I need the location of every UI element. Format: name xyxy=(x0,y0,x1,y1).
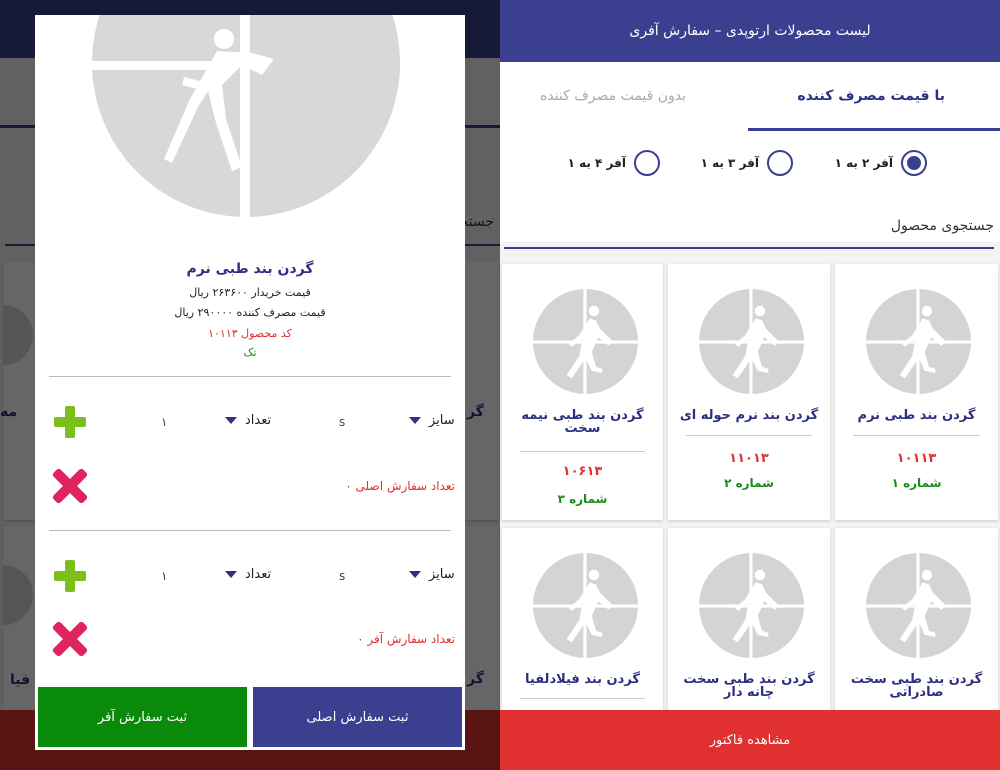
remove-main-order-close-icon[interactable] xyxy=(52,468,88,504)
runner-logo-icon xyxy=(699,553,804,658)
offer-radio-4-for-1[interactable] xyxy=(568,150,660,176)
filter-panel xyxy=(500,62,1000,242)
product-image xyxy=(92,15,400,217)
offer-qty-dropdown[interactable] xyxy=(225,567,271,582)
view-invoice-button[interactable]: مشاهده فاکتور xyxy=(500,710,1000,770)
search-underline xyxy=(504,247,994,249)
tab-without-consumer-price[interactable]: بدون قیمت مصرف کننده xyxy=(540,88,687,104)
product-code: کد محصول ۱۰۱۱۳ xyxy=(208,327,292,340)
add-main-order-plus-icon[interactable] xyxy=(54,406,86,438)
runner-logo-icon xyxy=(866,289,971,394)
radio-unselected-icon xyxy=(767,150,793,176)
product-list-screen xyxy=(500,0,1000,770)
runner-logo-icon xyxy=(533,289,638,394)
offer-size-dropdown[interactable] xyxy=(409,567,455,582)
main-size-dropdown[interactable] xyxy=(409,413,455,428)
offer-order-count-value: ۰ xyxy=(357,632,364,646)
product-name: گردن بند نرم حوله ای xyxy=(679,408,819,423)
main-size-value: s xyxy=(339,415,346,429)
offer-radio-label: آفر ۲ به ۱ xyxy=(834,156,893,170)
chevron-down-icon xyxy=(409,417,421,424)
product-search-field[interactable]: جستجوی محصول xyxy=(890,218,994,234)
product-name: گردن بند طبی نیمه سخت xyxy=(521,408,644,436)
offer-radio-2-for-1[interactable] xyxy=(835,150,927,176)
chevron-down-icon xyxy=(225,417,237,424)
offer-size-value: s xyxy=(339,569,346,583)
product-title: گردن بند طبی نرم xyxy=(186,261,314,277)
product-order-dialog xyxy=(35,15,465,750)
product-card[interactable] xyxy=(835,264,998,520)
radio-unselected-icon xyxy=(634,150,660,176)
runner-logo-icon xyxy=(92,15,400,217)
main-qty-label: تعداد xyxy=(245,413,272,428)
product-card[interactable] xyxy=(668,264,830,520)
product-code: ۱۰۱۱۳ xyxy=(896,451,937,466)
offer-size-label: سایز xyxy=(429,567,455,582)
main-size-label: سایز xyxy=(429,413,455,428)
divider xyxy=(49,376,451,377)
offer-radio-label: آفر ۳ به ۱ xyxy=(700,156,759,170)
chevron-down-icon xyxy=(409,571,421,578)
product-number: شماره ۱ xyxy=(891,476,942,490)
page-title: لیست محصولات ارتوپدی – سفارش آفری xyxy=(500,0,1000,62)
main-order-count-label: تعداد سفارش اصلی xyxy=(355,479,455,493)
remove-offer-order-close-icon[interactable] xyxy=(52,621,88,657)
product-card[interactable] xyxy=(502,264,663,520)
tab-with-consumer-price[interactable]: با قیمت مصرف کننده xyxy=(797,88,945,104)
runner-logo-icon xyxy=(533,553,638,658)
product-name: گردن بند طبی سخت چانه دار xyxy=(683,672,815,700)
divider xyxy=(520,698,645,699)
product-card[interactable] xyxy=(835,528,998,718)
product-number: شماره ۲ xyxy=(724,476,774,490)
buyer-price: قیمت خریدار ۲۶۳۶۰۰ ریال xyxy=(189,286,311,299)
product-code: ۱۰۶۱۳ xyxy=(562,464,603,479)
product-unit: تک xyxy=(243,346,257,359)
product-number: شماره ۳ xyxy=(557,492,608,506)
submit-offer-order-button[interactable]: ثبت سفارش آفر xyxy=(38,687,247,747)
divider xyxy=(853,435,980,436)
product-name: گردن بند طبی سخت صادراتی xyxy=(850,672,983,700)
divider xyxy=(520,451,645,452)
chevron-down-icon xyxy=(225,571,237,578)
runner-logo-icon xyxy=(866,553,971,658)
offer-qty-value: ۱ xyxy=(161,569,168,583)
offer-qty-label: تعداد xyxy=(245,567,272,582)
offer-order-count-label: تعداد سفارش آفر xyxy=(367,632,455,646)
active-tab-indicator xyxy=(748,128,1000,131)
main-order-count xyxy=(345,479,455,493)
product-card[interactable] xyxy=(502,528,663,718)
consumer-price: قیمت مصرف کننده ۲۹۰۰۰۰ ریال xyxy=(174,306,326,319)
divider xyxy=(686,435,812,436)
runner-logo-icon xyxy=(699,289,804,394)
product-card[interactable] xyxy=(668,528,830,718)
submit-main-order-button[interactable]: ثبت سفارش اصلی xyxy=(253,687,462,747)
product-name: گردن بند طبی نرم xyxy=(857,408,976,423)
offer-radio-label: آفر ۴ به ۱ xyxy=(567,156,626,170)
main-qty-value: ۱ xyxy=(161,415,168,429)
radio-selected-icon xyxy=(901,150,927,176)
product-code: ۱۱۰۱۳ xyxy=(729,451,769,466)
offer-order-count xyxy=(357,632,455,646)
main-qty-dropdown[interactable] xyxy=(225,413,271,428)
offer-radio-3-for-1[interactable] xyxy=(701,150,793,176)
add-offer-order-plus-icon[interactable] xyxy=(54,560,86,592)
product-name: گردن بند فیلادلفیا xyxy=(525,672,640,687)
divider xyxy=(49,530,451,531)
main-order-count-value: ۰ xyxy=(345,479,352,493)
